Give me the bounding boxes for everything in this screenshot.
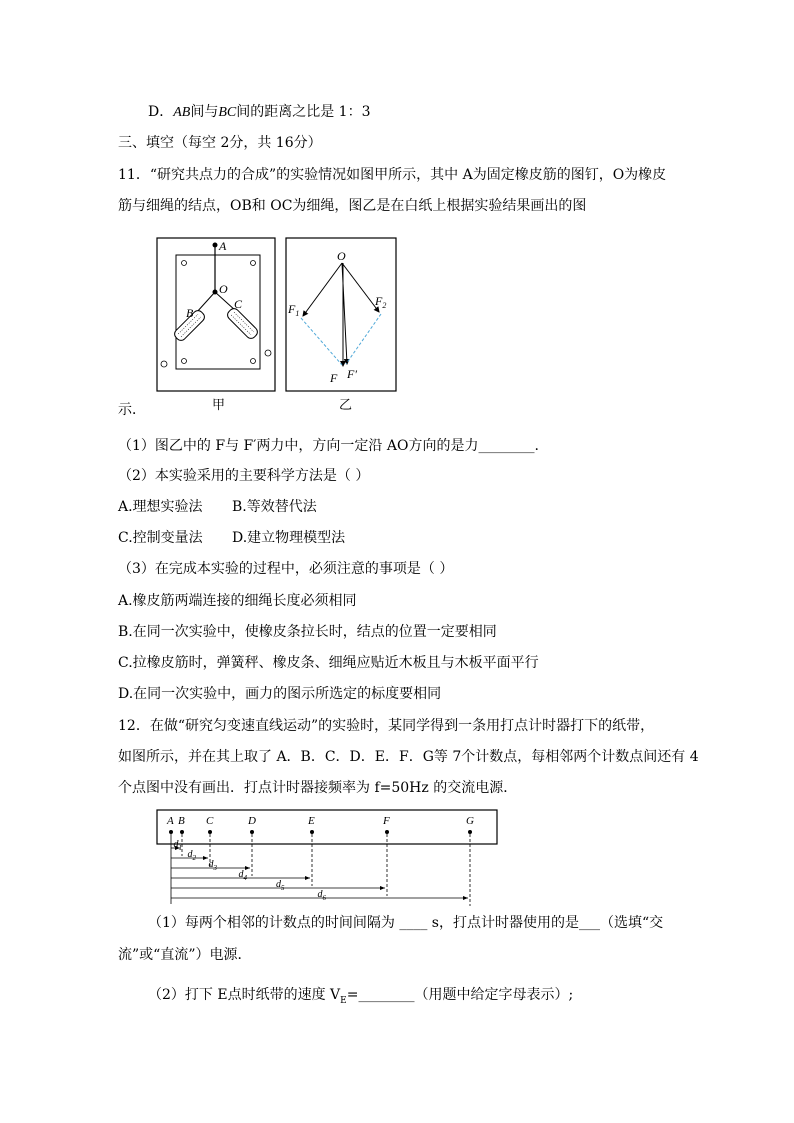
- q11-line-3: 示．: [118, 402, 146, 418]
- caption-jia: 甲: [212, 398, 226, 413]
- q11-sub1: （1）图乙中的 F与 F′两力中，方向一定沿 AO方向的是力________.: [118, 438, 539, 454]
- distance-label-d5: $d_5$: [276, 879, 285, 892]
- q12-line-3: 个点图中没有画出．打点计时器接频率为 f=50Hz 的交流电源．: [118, 780, 518, 796]
- q11-sub2-option-d: D.建立物理模型法: [232, 530, 346, 546]
- tape-point-a: [169, 830, 173, 834]
- section-title: 三、填空（每空 2分，共 16分）: [118, 135, 322, 151]
- tape-figure: [150, 808, 505, 906]
- tape-point-b: [180, 830, 184, 834]
- label-o: O: [219, 282, 228, 296]
- segment-bc: BC: [218, 105, 237, 120]
- distance-label-d2: $d_2$: [187, 849, 196, 862]
- distance-label-d3: $d_3$: [208, 859, 217, 872]
- label-f-prime: F′: [347, 367, 357, 381]
- q12-line-2: 如图所示，并在其上取了 A．B．C．D．E．F．G等 7个计数点，每相邻两个计数点间还有 4: [118, 749, 699, 765]
- label-o: O: [337, 249, 346, 263]
- distance-arrow-d2: [203, 856, 208, 860]
- distance-arrow-d5: [380, 886, 385, 890]
- q12-sub2-suffix: =________（用题中给定字母表示）;: [346, 987, 574, 1003]
- label-a: A: [219, 239, 227, 253]
- q11-sub3-option-b: B.在同一次实验中，使橡皮条拉长时，结点的位置一定要相同: [118, 624, 497, 640]
- distance-arrow-d6: [463, 896, 468, 900]
- tape-point-label-f: F: [383, 815, 390, 827]
- q12-sub2: [148, 985, 573, 1011]
- option-text: 间的距离之比是 1：3: [236, 104, 371, 120]
- tape-point-c: [208, 830, 212, 834]
- q11-sub3: （3）在完成本实验的过程中，必须注意的事项是（ ）: [118, 561, 454, 577]
- tape-point-label-e: E: [308, 815, 315, 827]
- q11-sub3-option-a: A.橡皮筋两端连接的细绳长度必须相同: [118, 593, 357, 609]
- label-f1: $F_1$: [288, 302, 300, 318]
- q11-sub2-option-b: B.等效替代法: [232, 499, 317, 515]
- distance-label-d4: $d_4$: [238, 869, 247, 882]
- tape-point-g: [468, 830, 472, 834]
- distance-arrow-d3: [245, 866, 250, 870]
- segment-ab: AB: [173, 105, 191, 120]
- distance-label-d1: $d_1$: [173, 839, 182, 852]
- q11-sub2: （2）本实验采用的主要科学方法是（ ）: [118, 468, 370, 484]
- label-c: C: [234, 297, 243, 311]
- q12-sub2-subscript: E: [340, 995, 347, 1006]
- distance-label-d6: $d_6$: [317, 889, 326, 902]
- q12-sub1-line-1: （1）每两个相邻的计数点的时间间隔为 ____ s，打点计时器使用的是___（选填“交: [148, 915, 664, 931]
- option-d-previous: [148, 102, 371, 123]
- tape-point-label-c: C: [206, 815, 214, 827]
- figure-jia: [156, 237, 276, 392]
- tape-point-d: [250, 830, 254, 834]
- q12-sub2-prefix: （2）打下 E点时纸带的速度 V: [148, 987, 341, 1003]
- tape-point-f: [385, 830, 389, 834]
- q12-sub1-line-2: 流”或“直流”）电源．: [118, 947, 252, 963]
- q11-line-1: 11．“研究共点力的合成”的实验情况如图甲所示，其中 A为固定橡皮筋的图钉，O为橡皮: [118, 167, 667, 183]
- q12-line-1: 12．在做“研究匀变速直线运动”的实验时，某同学得到一条用打点计时器打下的纸带，: [118, 718, 655, 734]
- figure-yi: [285, 237, 397, 392]
- q11-sub2-option-c: C.控制变量法: [118, 530, 203, 546]
- option-label: D．: [148, 104, 174, 120]
- tape-point-label-b: B: [178, 815, 185, 827]
- tape-point-e: [310, 830, 314, 834]
- option-text: 间与: [190, 104, 219, 120]
- q11-sub3-option-d: D.在同一次实验中，画力的图示所选定的标度要相同: [118, 686, 442, 702]
- tape-point-label-a: A: [167, 815, 174, 827]
- caption-yi: 乙: [339, 398, 353, 413]
- q11-sub3-option-c: C.拉橡皮筋时，弹簧秤、橡皮条、细绳应贴近木板且与木板平面平行: [118, 655, 539, 671]
- q11-sub2-option-a: A.理想实验法: [118, 499, 203, 515]
- distance-arrow-d4: [305, 876, 310, 880]
- tape-point-label-g: G: [466, 815, 474, 827]
- label-f: F: [330, 371, 338, 385]
- tape-point-label-d: D: [248, 815, 256, 827]
- label-b: B: [186, 306, 194, 320]
- label-f2: $F_2$: [375, 294, 387, 310]
- q11-line-2: 筋与细绳的结点，OB和 OC为细绳，图乙是在白纸上根据实验结果画出的图: [118, 198, 587, 214]
